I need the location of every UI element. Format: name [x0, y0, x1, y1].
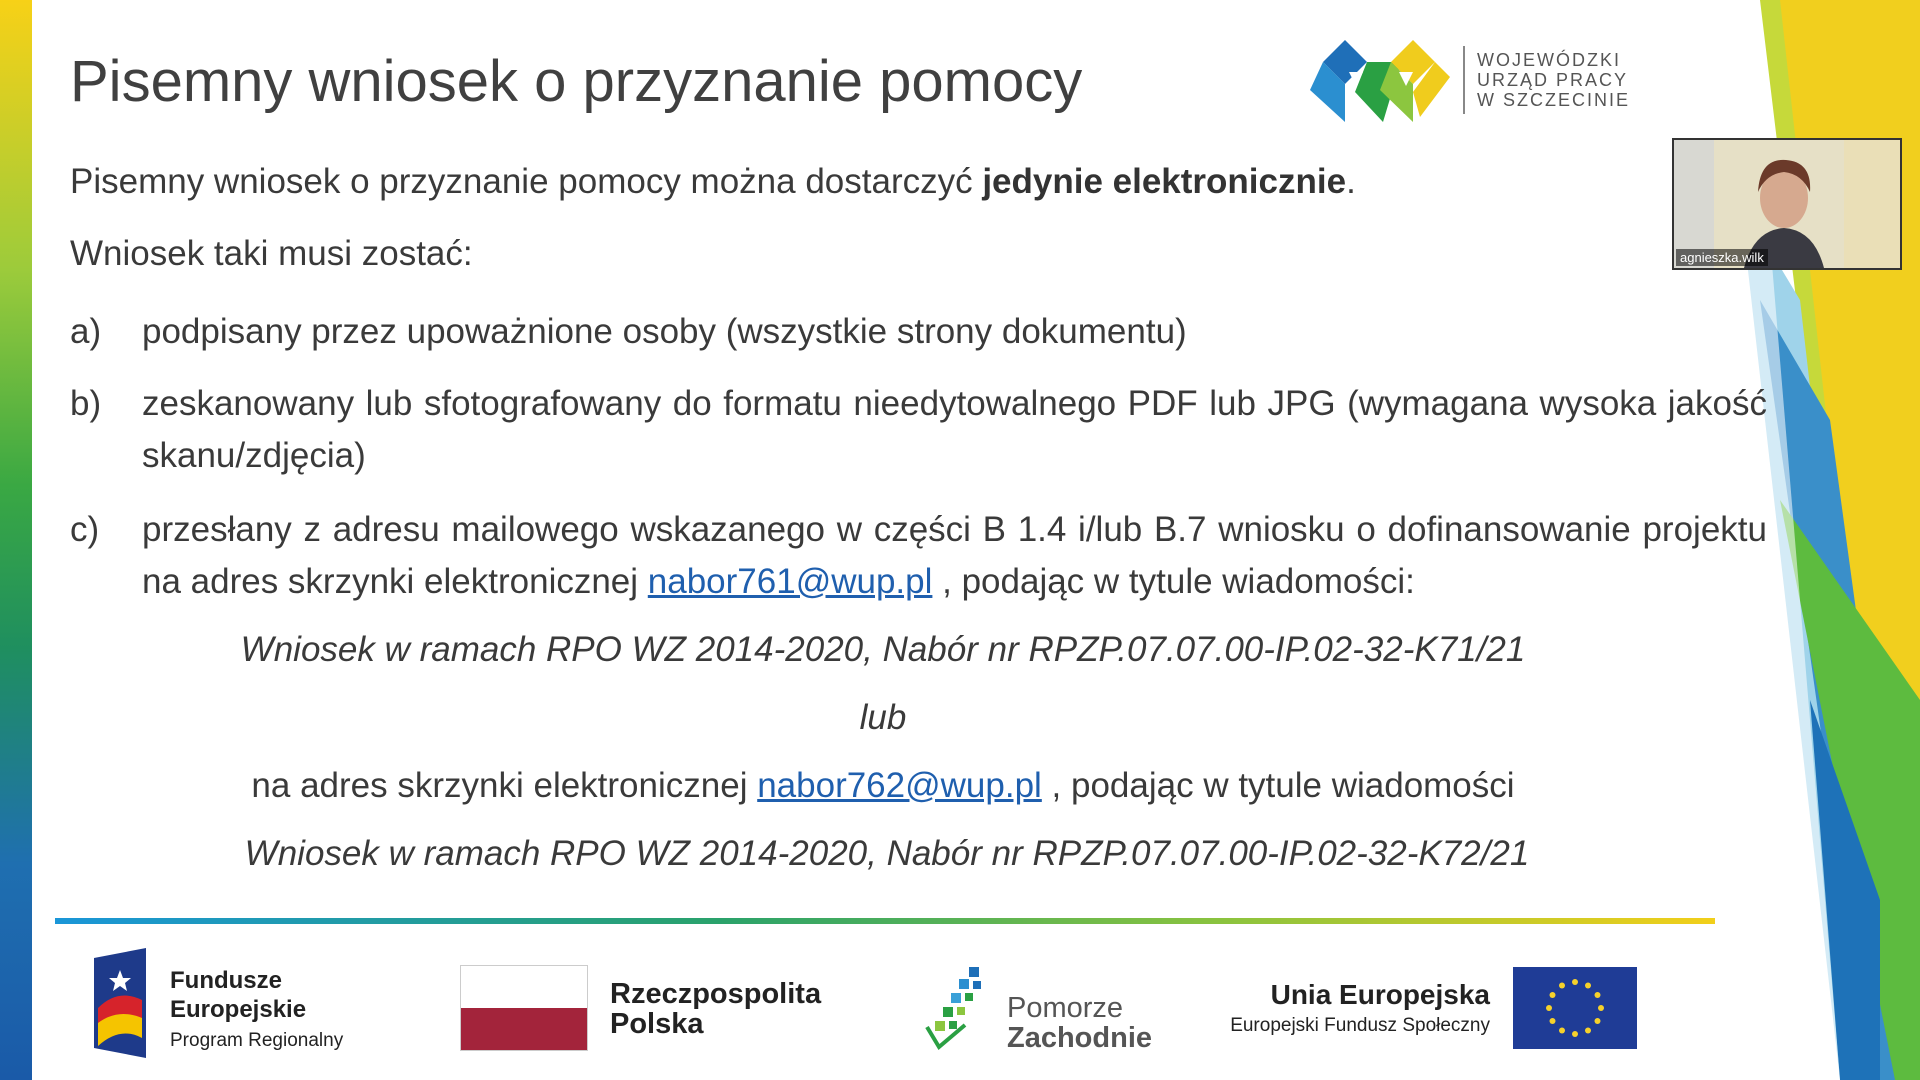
list-text-c [142, 504, 1767, 608]
slide-title: Pisemny wniosek o przyznanie pomocy [70, 49, 1083, 114]
wup-emblem-icon [1305, 32, 1455, 132]
alt-prefix: na adres skrzynki elektronicznej [251, 766, 758, 805]
pz-line-1: Pomorze [1007, 992, 1124, 1024]
list-label-c: c) [70, 510, 100, 549]
wup-line-2: URZĄD PRACY [1477, 70, 1629, 90]
fe-text-block [170, 966, 343, 1052]
polish-flag-icon [460, 965, 588, 1051]
wup-logo [1305, 32, 1645, 132]
webcam-thumbnail[interactable] [1672, 138, 1902, 270]
rp-text-block [610, 979, 821, 1039]
wup-logo-text [1477, 50, 1630, 110]
footer-divider [55, 918, 1715, 924]
logo-divider [1463, 46, 1465, 114]
ue-line-2: Europejski Fundusz Społeczny [1230, 1015, 1490, 1036]
participant-name: agnieszka.wilk [1676, 249, 1768, 266]
fe-line-3: Program Regionalny [170, 1030, 344, 1051]
list-text-b: zeskanowany lub sfotografowany do formatu nieedytowalnego PDF lub JPG (wymagana wysoka jakość skanu/zdjęcia) [142, 384, 1767, 475]
rp-line-1: Rzeczpospolita [610, 978, 822, 1010]
pz-text-block [1007, 993, 1152, 1053]
intro-paragraph [70, 162, 1356, 202]
wup-line-1: WOJEWÓDZKI [1477, 50, 1621, 70]
rzeczpospolita-polska-logo [460, 965, 840, 1051]
fe-line-1: Fundusze [170, 967, 282, 994]
fundusze-europejskie-logo [90, 948, 370, 1058]
intro-bold: jedynie elektronicznie [982, 162, 1347, 201]
alt-address-line [70, 766, 1696, 806]
left-decorative-band [0, 0, 32, 1080]
eu-flag-icon [1513, 967, 1637, 1049]
alt-suffix: , podając w tytule wiadomości [1041, 766, 1515, 805]
email-link-nabor762[interactable]: nabor762@wup.pl [757, 766, 1042, 805]
list-label-b: b) [70, 384, 102, 423]
must-be-paragraph: Wniosek taki musi zostać: [70, 234, 473, 273]
email-link-nabor761[interactable]: nabor761@wup.pl [647, 562, 933, 601]
wup-line-3: W SZCZECINIE [1477, 90, 1630, 110]
intro-prefix: Pisemny wniosek o przyznanie pomocy można dostarczyć [70, 162, 983, 201]
ue-text-block [1215, 979, 1490, 1037]
pomorze-zachodnie-logo [925, 965, 1153, 1055]
list-text-c-before: przesłany z adresu mailowego wskazanego w części B 1.4 i/lub B.7 wniosku o dofinansowanie projektu na adres skrzynki elektronicznej [142, 510, 1767, 601]
fundusze-europejskie-icon [90, 948, 148, 1058]
or-text: lub [859, 698, 907, 737]
list-text-a: podpisany przez upoważnione osoby (wszystkie strony dokumentu) [142, 312, 1187, 351]
subject-line-1: Wniosek w ramach RPO WZ 2014-2020, Nabór nr RPZP.07.07.00-IP.02-32-K71/21 [240, 630, 1526, 669]
pomorze-zachodnie-icon [925, 965, 989, 1051]
list-text-c-after: , podając w tytule wiadomości: [932, 562, 1415, 601]
fe-line-2: Europejskie [170, 996, 307, 1023]
subject-line-2: Wniosek w ramach RPO WZ 2014-2020, Nabór nr RPZP.07.07.00-IP.02-32-K72/21 [244, 834, 1530, 873]
rp-line-2: Polska [610, 1008, 704, 1040]
unia-europejska-logo [1215, 965, 1640, 1051]
intro-suffix: . [1346, 162, 1356, 201]
list-label-a: a) [70, 312, 102, 351]
pz-line-2: Zachodnie [1007, 1022, 1153, 1054]
ue-line-1: Unia Europejska [1270, 979, 1490, 1010]
